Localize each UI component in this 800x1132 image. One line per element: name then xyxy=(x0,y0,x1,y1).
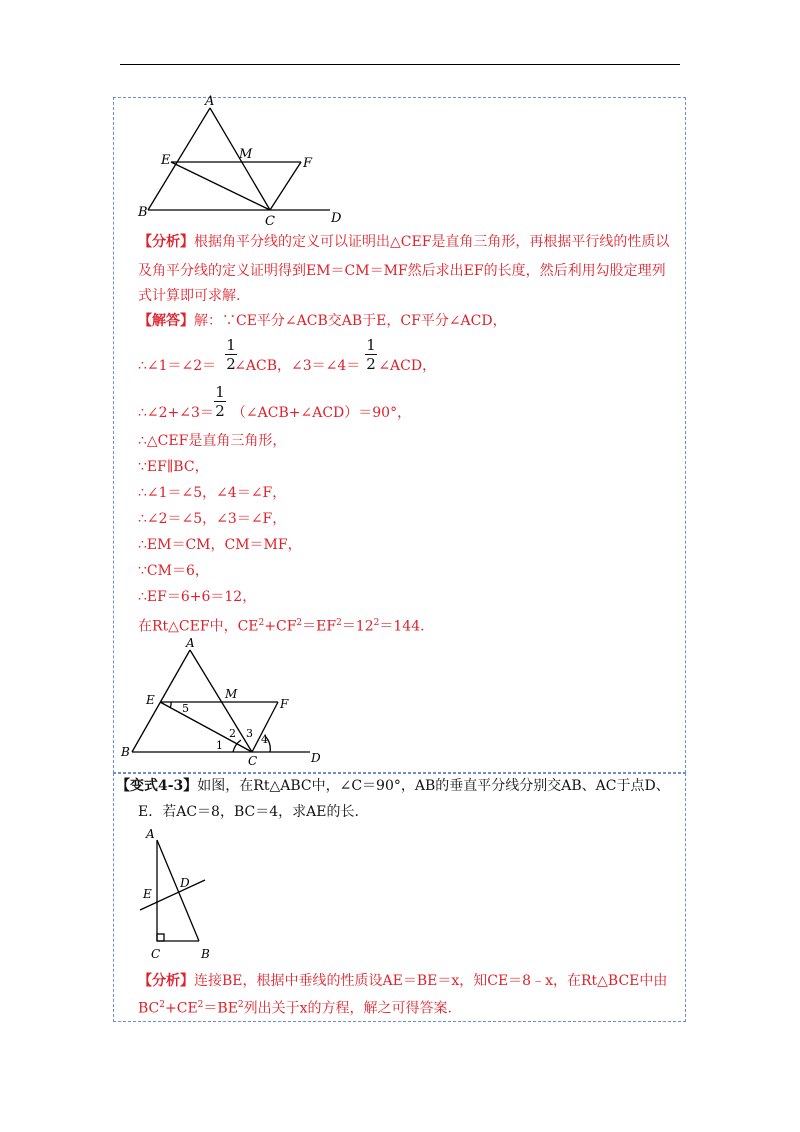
solution-line-2: ∴∠1＝∠2＝ ∠ACB，∠3＝∠4＝ ∠ACD， xyxy=(138,358,437,374)
analysis-line-3: 式计算即可求解. xyxy=(138,288,241,304)
fig1-label-d: D xyxy=(331,211,342,226)
fig2-label-b: B xyxy=(121,745,130,759)
solution-line-5: ∵EF∥BC， xyxy=(138,459,209,475)
fig2-label-f: F xyxy=(280,697,289,711)
fig2-angle-2: 2 xyxy=(229,727,236,740)
fig3-label-b: B xyxy=(201,947,210,961)
fig1-label-f: F xyxy=(303,156,313,171)
fig1-label-m: M xyxy=(239,147,253,162)
solution-line-11: 在Rt△CEF中，$CE^2+CF^2=EF^2=12^2=144$. xyxy=(138,618,425,635)
fig2-label-c: C xyxy=(248,754,258,768)
fig3-label-a: A xyxy=(146,827,155,841)
solution-line-8: ∴EM＝CM，CM＝MF， xyxy=(138,537,302,553)
fig3-label-c: C xyxy=(151,947,161,961)
solution-line-4: ∴△CEF是直角三角形， xyxy=(138,433,287,449)
fig2-label-m: M xyxy=(225,687,238,701)
analysis-line-1: 【分析】根据角平分线的定义可以证明出△CEF是直角三角形，再根据平行线的性质以 xyxy=(138,234,670,250)
variant-line-2: E．若AC＝8，BC＝4，求AE的长. xyxy=(138,804,359,820)
analysis2-line-1: 【分析】连接BE，根据中垂线的性质设AE＝BE＝x，知CE＝8﹣x，在Rt△BCE中由 xyxy=(138,973,668,989)
variant-line-1: 【变式4-3】如图，在Rt△ABC中，∠C＝90°，AB的垂直平分线分别交AB、AC于点D、 xyxy=(116,778,670,794)
fig1-label-b: B xyxy=(138,205,148,220)
fig1-label-a: A xyxy=(205,94,215,109)
fig3-label-e: E xyxy=(143,887,152,901)
fig3-label-d: D xyxy=(180,876,190,890)
solution-line-9: ∵CM＝6， xyxy=(138,563,209,579)
fraction-half-3: 1 2 xyxy=(215,383,225,420)
fig2-label-e: E xyxy=(146,693,155,707)
analysis2-line-2: $BC^2+CE^2=BE^2$列出关于x的方程，解之可得答案. xyxy=(138,1000,453,1017)
fig2-angle-3: 3 xyxy=(246,727,253,740)
fraction-half-1: 1 2 xyxy=(226,336,236,373)
fig2-label-a: A xyxy=(186,636,195,650)
figure-triangle-1 xyxy=(135,92,350,232)
figure-right-triangle xyxy=(135,826,225,966)
fig2-label-d: D xyxy=(311,751,321,765)
header-rule xyxy=(120,64,680,65)
solution-line-1: 【解答】解：∵CE平分∠ACB交AB于E，CF平分∠ACD， xyxy=(138,313,507,329)
analysis-line-2: 及角平分线的定义证明得到EM＝CM＝MF然后求出EF的长度，然后利用勾股定理列 xyxy=(138,263,666,279)
fig2-angle-5: 5 xyxy=(182,702,189,715)
fig1-label-c: C xyxy=(265,214,275,229)
solution-line-3: ∴∠2+∠3＝ （∠ACB+∠ACD）＝90°， xyxy=(138,405,412,421)
fig2-angle-4: 4 xyxy=(261,733,268,746)
figure-triangle-2 xyxy=(115,636,330,768)
solution-line-10: ∴EF＝6+6＝12， xyxy=(138,589,257,605)
fraction-half-2: 1 2 xyxy=(366,336,376,373)
solution-line-6: ∴∠1＝∠5，∠4＝∠F， xyxy=(138,485,287,501)
fig2-angle-1: 1 xyxy=(216,739,223,752)
fig1-label-e: E xyxy=(161,153,171,168)
solution-line-7: ∴∠2＝∠5，∠3＝∠F， xyxy=(138,511,287,527)
